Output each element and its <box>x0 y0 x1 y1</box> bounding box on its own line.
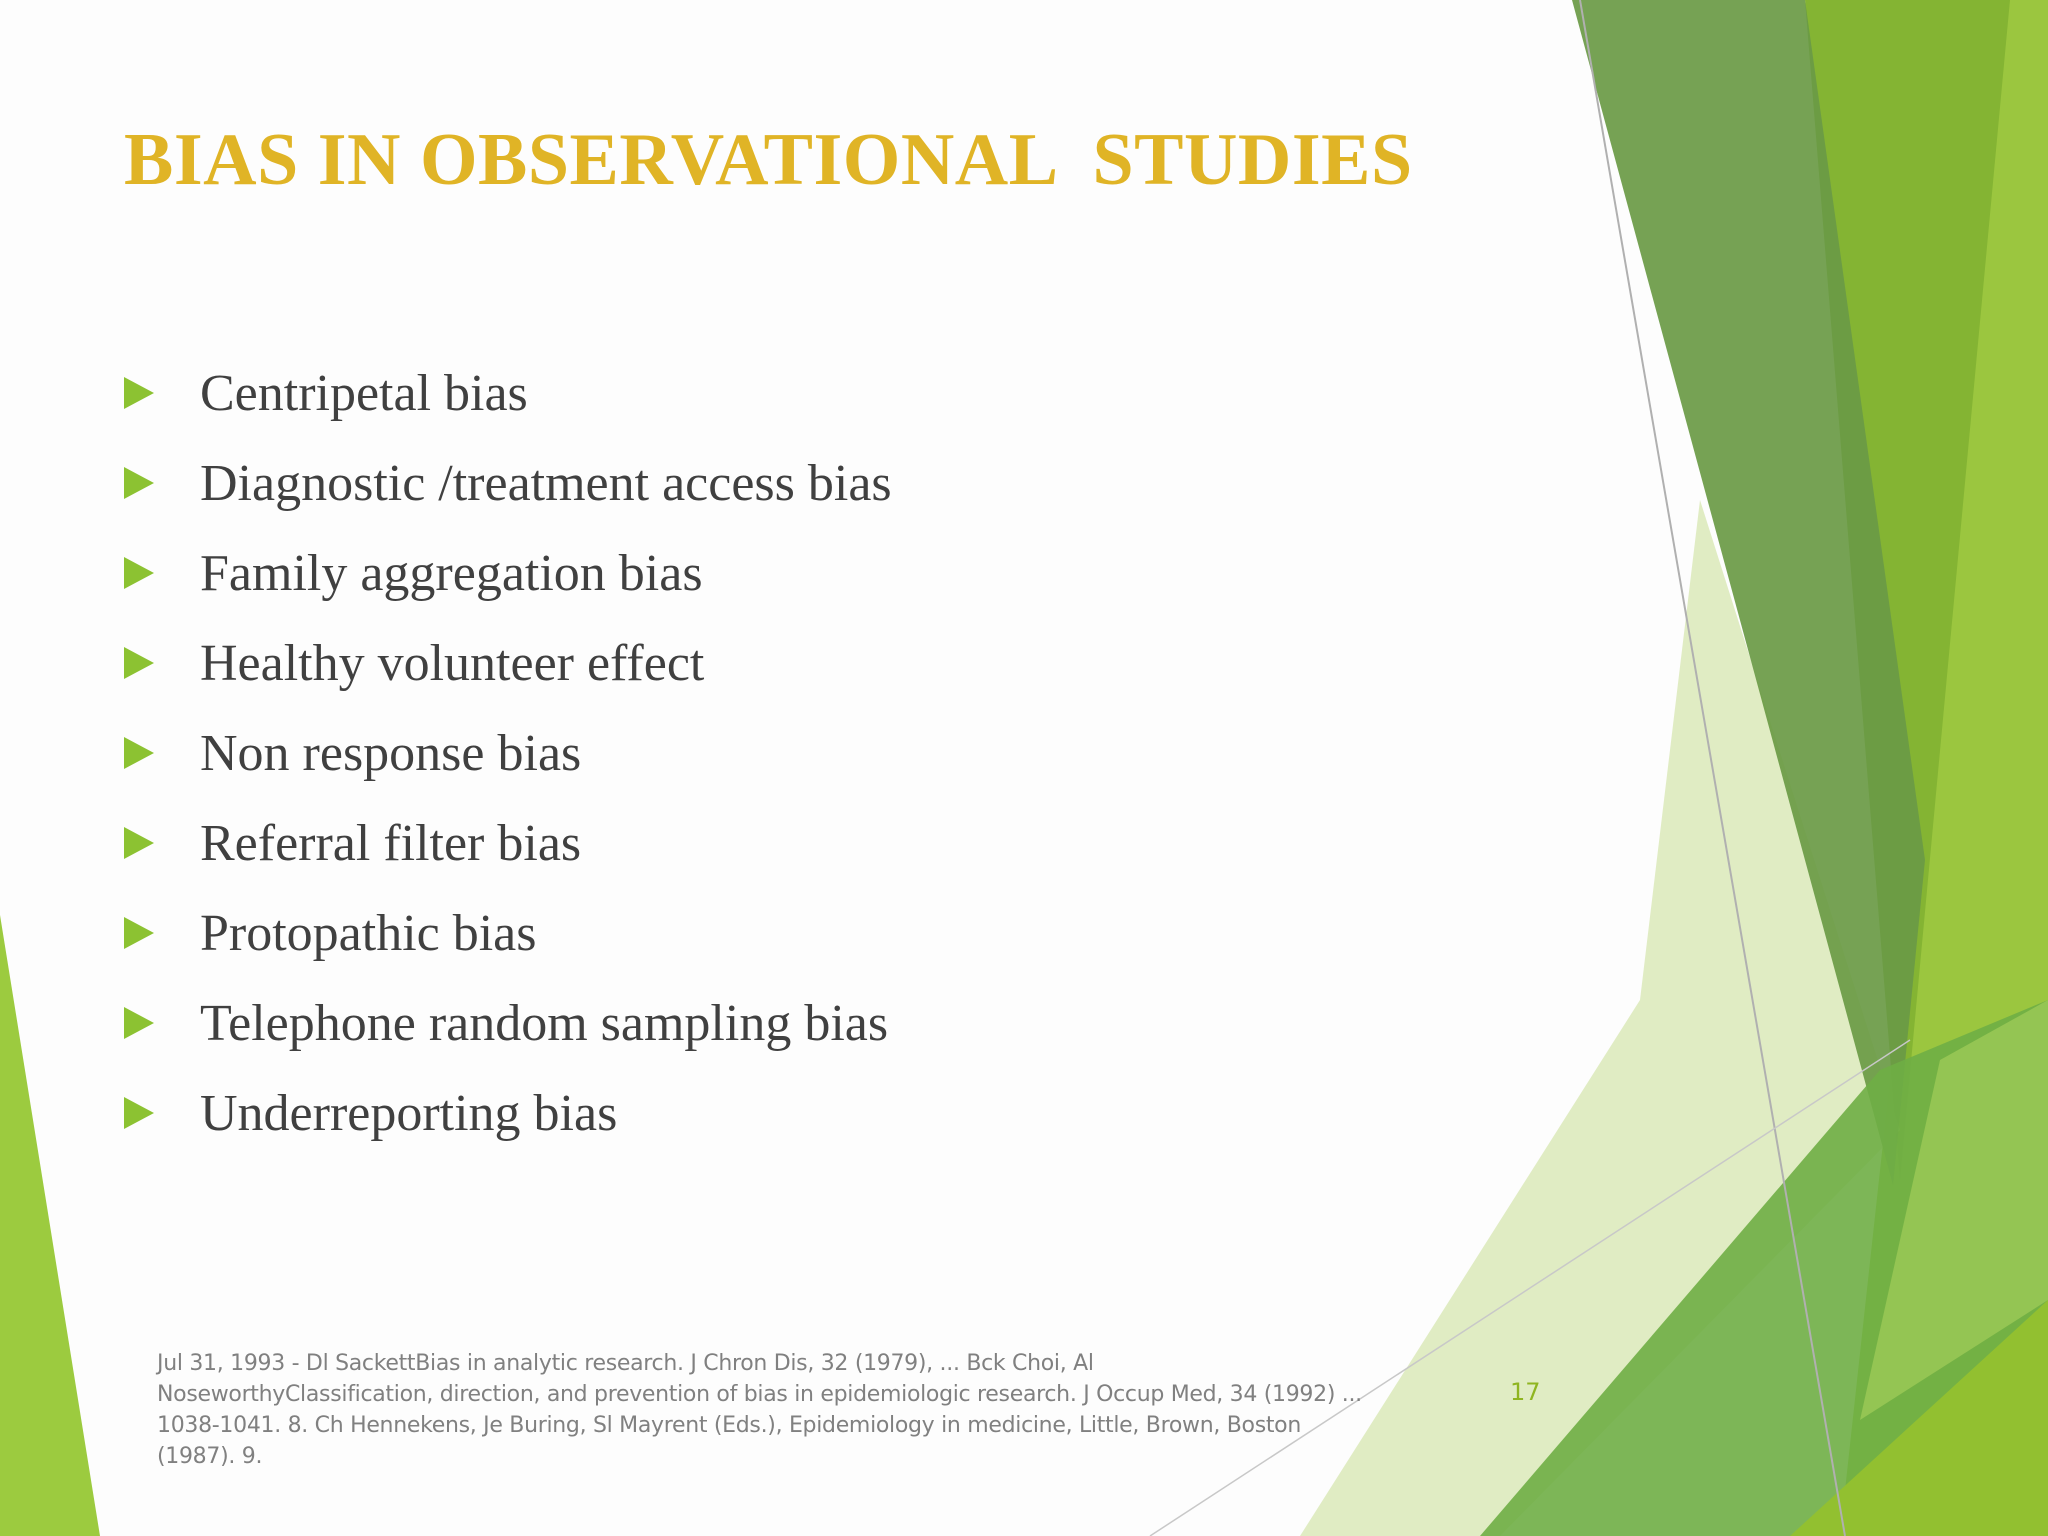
bullet-text: Centripetal bias <box>200 364 528 422</box>
slide-title: BIAS IN OBSERVATIONAL STUDIES <box>124 119 1413 201</box>
triangle-bullet-icon <box>124 467 154 499</box>
list-item <box>124 798 892 888</box>
bullet-text: Underreporting bias <box>200 1084 618 1142</box>
bullet-text: Diagnostic /treatment access bias <box>200 454 892 512</box>
footer-citation: Jul 31, 1993 - Dl SackettBias in analytic research. J Chron Dis, 32 (1979), ... Bck Choi, Al NoseworthyClassification, direction, and prevention of bias in epidemiologic research. J Occup Med, 34 (1992) ... 1038-1041. 8. Ch Hennekens, Je Buring, Sl Mayrent (Eds.), Epidemiology in medicine, Little, Brown, Boston (1987). 9. <box>157 1351 1362 1469</box>
bullet-text: Family aggregation bias <box>200 544 703 602</box>
triangle-bullet-icon <box>124 1097 154 1129</box>
list-item <box>124 888 892 978</box>
list-item <box>124 978 892 1068</box>
left-green-triangle <box>0 915 100 1536</box>
list-item <box>124 528 892 618</box>
triangle-bullet-icon <box>124 557 154 589</box>
list-item <box>124 708 892 798</box>
bullet-list <box>124 348 892 1158</box>
bullet-text: Referral filter bias <box>200 814 582 872</box>
slide-number: 17 <box>1510 1378 1541 1406</box>
list-item <box>124 1068 892 1158</box>
list-item <box>124 618 892 708</box>
bullet-text: Non response bias <box>200 724 582 782</box>
list-item <box>124 438 892 528</box>
bullet-text: Protopathic bias <box>200 904 537 962</box>
triangle-bullet-icon <box>124 647 154 679</box>
triangle-bullet-icon <box>124 737 154 769</box>
triangle-bullet-icon <box>124 377 154 409</box>
triangle-bullet-icon <box>124 827 154 859</box>
triangle-bullet-icon <box>124 1007 154 1039</box>
bullet-text: Healthy volunteer effect <box>200 634 705 692</box>
bullet-text: Telephone random sampling bias <box>200 994 889 1052</box>
list-item <box>124 348 892 438</box>
triangle-bullet-icon <box>124 917 154 949</box>
